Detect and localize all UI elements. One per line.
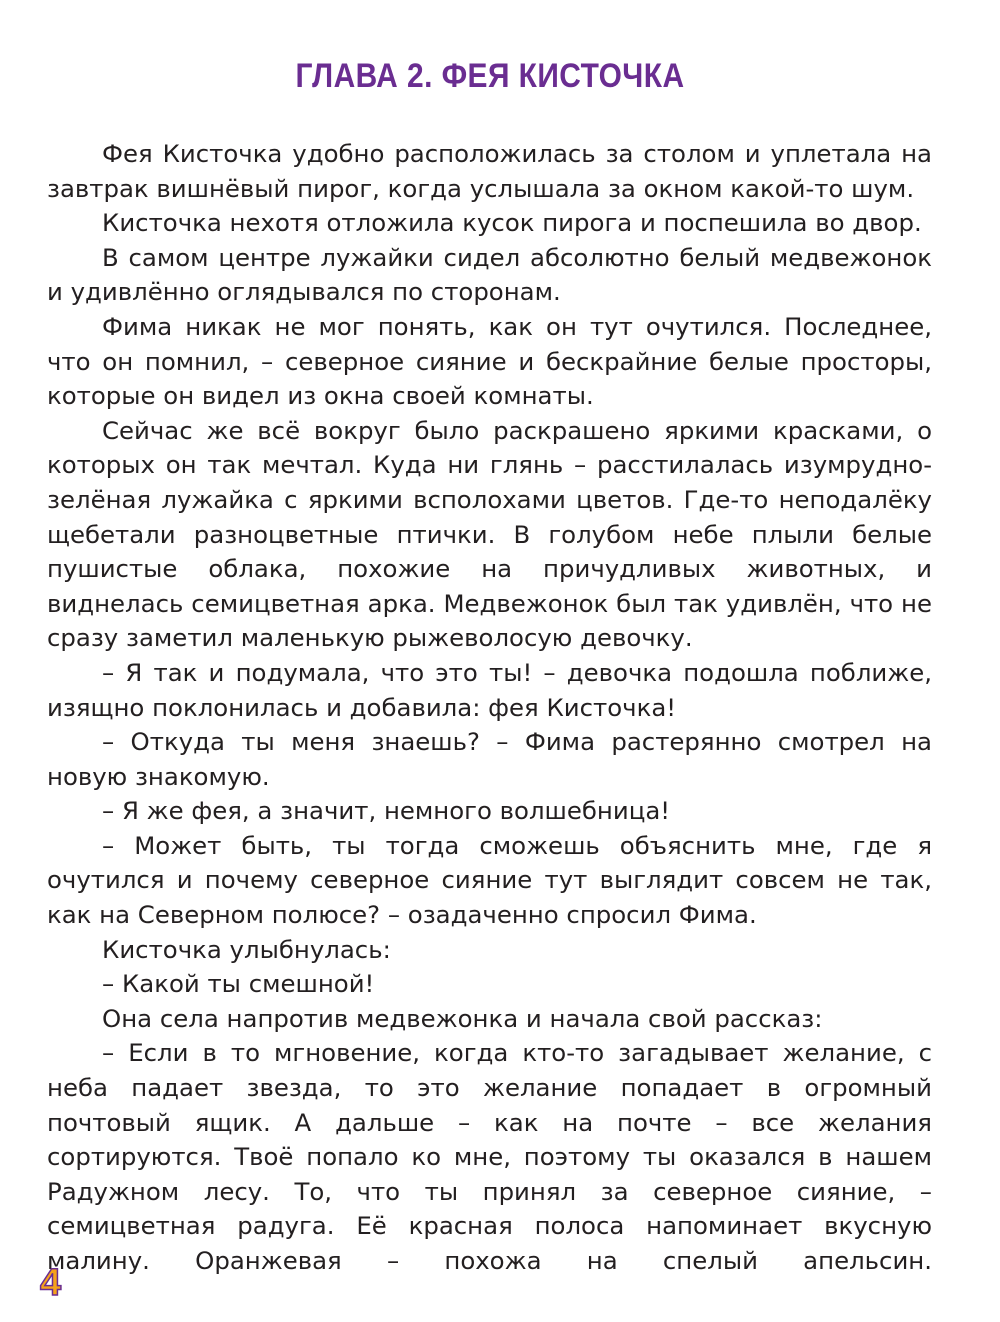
chapter-title: ГЛАВА 2. ФЕЯ КИСТОЧКА bbox=[295, 57, 685, 95]
paragraph: – Я же фея, а значит, немного волшебница! bbox=[102, 796, 671, 826]
paragraph: – Откуда ты меня знаешь? – Фима растерянно смотрел на новую знакомую. bbox=[47, 727, 932, 791]
paragraph: Кисточка нехотя отложила кусок пирога и поспешила во двор. bbox=[102, 208, 922, 238]
paragraph: Сейчас же всё вокруг было раскрашено яркими красками, о которых он так мечтал. Куда ни глянь – расстилалась изумрудно-зелёная лужайка с яркими всполохами цветов. Где-то неподалёку щебетали разноцветные птички. В голубом небе плыли белые пушистые облака, похожие на причудливых животных, и виднелась семицветная арка. Медвежонок был так удивлён, что не сразу заметил маленькую рыжеволосую девочку. bbox=[47, 415, 932, 653]
page-number: 4 bbox=[40, 1262, 62, 1304]
paragraph: Кисточка улыбнулась: bbox=[102, 934, 391, 964]
paragraph: – Может быть, ты тогда сможешь объяснить мне, где я очутился и почему северное сияние тут выглядит совсем не так, как на Северном полюсе? – озадаченно спросил Фима. bbox=[47, 830, 932, 930]
paragraph: В самом центре лужайки сидел абсолютно белый медвежонок и удивлённо оглядывался по сторонам. bbox=[47, 242, 932, 307]
paragraph: Она села напротив медвежонка и начала свой рассказ: bbox=[102, 1003, 823, 1033]
paragraph: – Если в то мгновение, когда кто-то загадывает желание, с неба падает звезда, то это желание попадает в огромный почтовый ящик. А дальше – как на почте – все желания сортируются. Твоё попало ко мне, поэтому ты оказался в нашем Радужном лесу. То, что ты принял за северное сияние, – семицветная радуга. Её красная полоса напоминает вкусную малину. Оранжевая – похожа на спелый апельсин. bbox=[47, 1038, 932, 1275]
paragraph: – Я так и подумала, что это ты! – девочка подошла поближе, изящно поклонилась и добавила: фея Кисточка! bbox=[47, 657, 932, 722]
paragraph: Фея Кисточка удобно расположилась за столом и уплетала на завтрак вишнёвый пирог, когда услышала за окном какой-то шум. bbox=[47, 139, 932, 203]
paragraph: Фима никак не мог понять, как он тут очутился. Последнее, что он помнил, – северное сияние и бескрайние белые просторы, которые он видел из окна своей комнаты. bbox=[47, 311, 932, 411]
paragraph: – Какой ты смешной! bbox=[102, 969, 375, 999]
story-text bbox=[47, 137, 932, 1279]
